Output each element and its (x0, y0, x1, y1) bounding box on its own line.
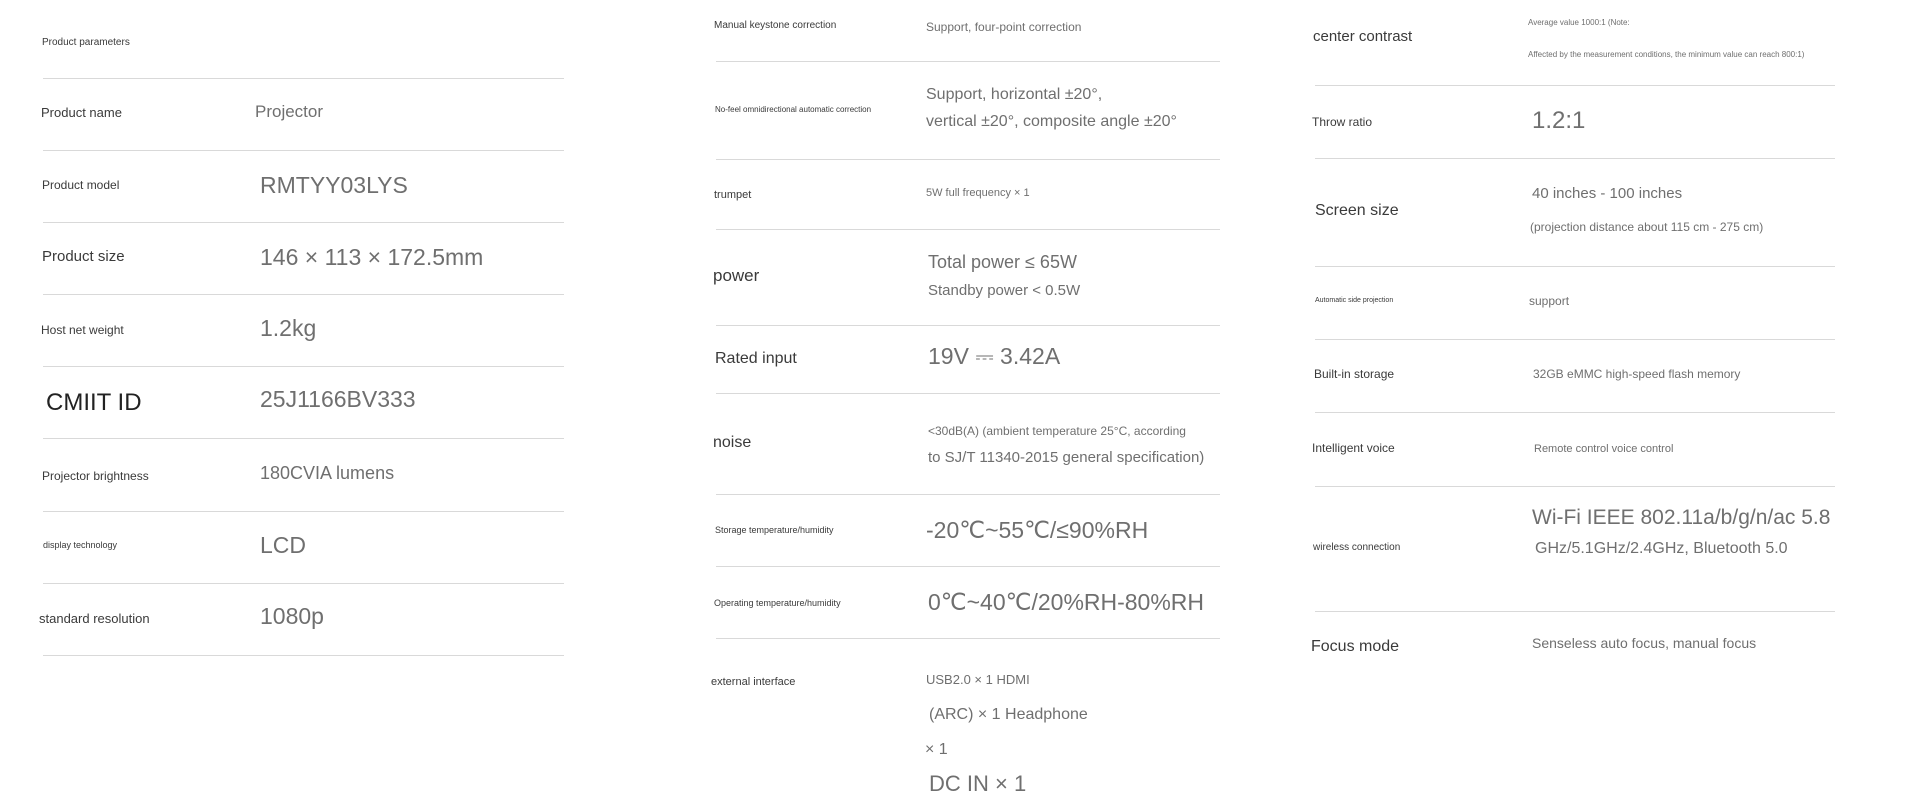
row-value-external-interface-line1: USB2.0 × 1 HDMI (926, 672, 1030, 687)
row-value-rated-input: 19V ⎓ 3.42A (928, 343, 1061, 369)
row-divider (43, 222, 564, 223)
row-value-cmiit-id: 25J1166BV333 (260, 386, 416, 412)
row-label-external-interface: external interface (711, 676, 796, 688)
row-divider (1315, 486, 1835, 487)
row-value-intelligent-voice: Remote control voice control (1534, 443, 1674, 455)
row-value-host-net-weight: 1.2kg (260, 315, 317, 341)
row-divider (1315, 158, 1835, 159)
row-label-built-in-storage: Built-in storage (1314, 367, 1395, 381)
row-value-product-name: Projector (255, 102, 324, 121)
row-divider (1315, 611, 1835, 612)
row-value-display-technology: LCD (260, 532, 307, 558)
row-value-operating-temperature: 0℃~40℃/20%RH-80%RH (928, 589, 1205, 615)
row-label-product-model: Product model (42, 178, 120, 192)
row-divider (716, 566, 1220, 567)
row-value-external-interface-line3: × 1 (925, 741, 948, 758)
row-value-projector-brightness: 180CVIA lumens (260, 463, 395, 483)
row-label-storage-temperature: Storage temperature/humidity (715, 525, 834, 535)
row-value-trumpet: 5W full frequency × 1 (926, 187, 1030, 199)
row-value-power-line2: Standby power < 0.5W (928, 282, 1081, 299)
row-divider (716, 393, 1220, 394)
row-divider (716, 638, 1220, 639)
row-value-product-size: 146 × 113 × 172.5mm (260, 244, 484, 270)
row-divider (1315, 85, 1835, 86)
row-label-automatic-side-projection: Automatic side projection (1315, 297, 1394, 304)
row-value-external-interface-line2: (ARC) × 1 Headphone (929, 706, 1088, 723)
row-value-noise-line1: <30dB(A) (ambient temperature 25°C, according (928, 424, 1186, 438)
row-divider (43, 294, 564, 295)
row-value-throw-ratio: 1.2:1 (1532, 107, 1586, 134)
row-divider (1315, 412, 1835, 413)
row-label-screen-size: Screen size (1315, 202, 1399, 219)
row-value-wireless-connection-line1: Wi-Fi IEEE 802.11a/b/g/n/ac 5.8 (1532, 506, 1831, 529)
row-value-focus-mode: Senseless auto focus, manual focus (1532, 635, 1757, 651)
row-value-built-in-storage: 32GB eMMC high-speed flash memory (1533, 367, 1741, 381)
row-divider (1315, 339, 1835, 340)
row-label-wireless-connection: wireless connection (1313, 542, 1401, 553)
row-label-auto-correction: No-feel omnidirectional automatic correction (715, 105, 872, 114)
row-value-storage-temperature: -20℃~55℃/≤90%RH (926, 517, 1149, 543)
row-value-manual-keystone: Support, four-point correction (926, 20, 1082, 34)
row-label-center-contrast: center contrast (1313, 28, 1413, 45)
row-label-cmiit-id: CMIIT ID (46, 389, 142, 416)
row-value-auto-correction-line2: vertical ±20°, composite angle ±20° (926, 113, 1177, 130)
row-label-trumpet: trumpet (714, 189, 752, 201)
row-label-throw-ratio: Throw ratio (1312, 115, 1373, 129)
row-value-center-contrast-line1: Average value 1000:1 (Note: (1528, 18, 1630, 27)
row-label-projector-brightness: Projector brightness (42, 469, 149, 483)
row-label-noise: noise (713, 434, 752, 451)
row-label-product-size: Product size (42, 248, 125, 265)
row-label-rated-input: Rated input (715, 350, 797, 367)
row-divider (716, 229, 1220, 230)
row-value-screen-size-line2: (projection distance about 115 cm - 275 cm) (1530, 220, 1764, 234)
row-value-wireless-connection-line2: GHz/5.1GHz/2.4GHz, Bluetooth 5.0 (1535, 540, 1788, 557)
row-value-product-model: RMTYY03LYS (260, 172, 408, 198)
row-label-host-net-weight: Host net weight (41, 323, 124, 337)
row-value-auto-correction-line1: Support, horizontal ±20°, (926, 86, 1103, 103)
row-divider (43, 366, 564, 367)
row-divider (716, 325, 1220, 326)
row-divider (716, 61, 1220, 62)
row-value-power-line1: Total power ≤ 65W (928, 252, 1077, 272)
row-label-display-technology: display technology (43, 540, 118, 550)
row-divider (43, 78, 564, 79)
row-divider (43, 511, 564, 512)
row-value-center-contrast-line2: Affected by the measurement conditions, the minimum value can reach 800:1) (1528, 50, 1805, 59)
row-label-manual-keystone: Manual keystone correction (714, 20, 837, 31)
row-label-product-name: Product name (41, 105, 122, 120)
row-label-operating-temperature: Operating temperature/humidity (714, 598, 841, 608)
row-divider (43, 655, 564, 656)
row-divider (43, 150, 564, 151)
row-divider (1315, 266, 1835, 267)
row-value-automatic-side-projection: support (1529, 294, 1570, 308)
row-value-standard-resolution: 1080p (260, 603, 324, 629)
row-divider (716, 159, 1220, 160)
row-divider (716, 494, 1220, 495)
row-label-standard-resolution: standard resolution (39, 611, 150, 626)
section-title: Product parameters (42, 37, 130, 48)
row-divider (43, 583, 564, 584)
row-label-power: power (713, 266, 760, 285)
row-value-external-interface-line4: DC IN × 1 (929, 771, 1027, 796)
row-value-screen-size-line1: 40 inches - 100 inches (1532, 185, 1683, 202)
row-label-focus-mode: Focus mode (1311, 638, 1400, 655)
row-value-noise-line2: to SJ/T 11340-2015 general specification) (928, 449, 1205, 466)
row-divider (43, 438, 564, 439)
row-label-intelligent-voice: Intelligent voice (1312, 441, 1395, 455)
